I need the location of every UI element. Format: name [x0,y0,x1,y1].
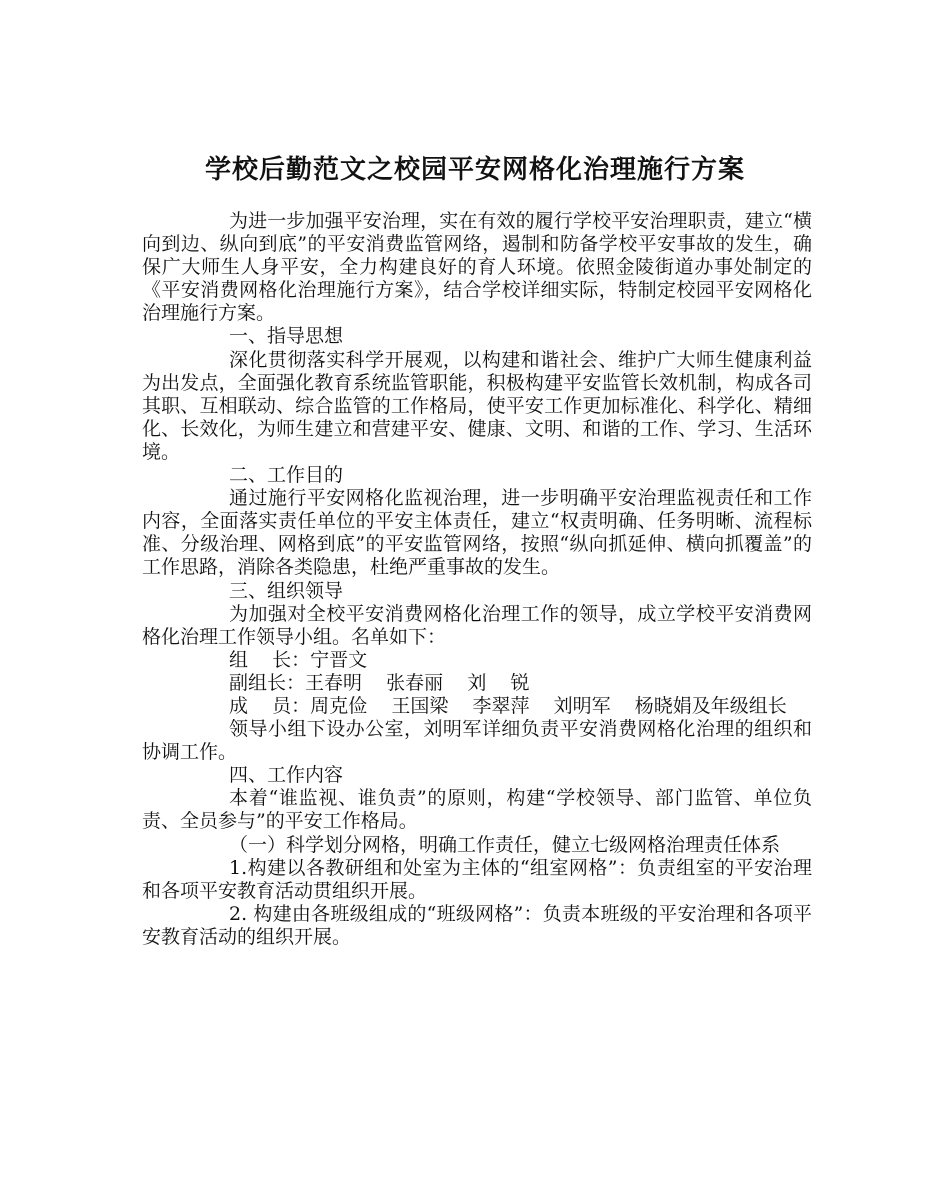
leader-line: 组 长：宁晋文 [229,648,368,671]
section-heading-guiding-thought: 一、指导思想 [229,325,344,348]
members-line: 成 员：周克俭 王国梁 李翠萍 刘明军 杨晓娟及年级组长 [229,694,787,717]
leadership-paragraph: 为加强对全校平安消费网格化治理工作的领导，成立学校平安消费网格化治理工作领导小组。名单如下： [142,602,812,648]
list-item-class-grid: 2. 构建由各班级组成的“班级网格”：负责本班级的平安治理和各项平安教育活动的组织开展。 [142,902,812,948]
list-item-office-grid: 1.构建以各教研组和处室为主体的“组室网格”：负责组室的平安治理和各项平安教育活动贯组织开展。 [142,856,812,902]
subsection-heading-grid: （一）科学划分网格，明确工作责任，健立七级网格治理责任体系 [229,833,781,856]
guiding-thought-paragraph: 深化贯彻落实科学开展观，以构建和谐社会、维护广大师生健康利益为出发点，全面强化教育系统监管职能，积极构建平安监管长效机制，构成各司其职、互相联动、综合监管的工作格局，使平安工作更加标准化、科学化、精细化、长效化，为师生建立和营建平安、健康、文明、和谐的工作、学习、生活环境。 [142,348,812,463]
section-heading-leadership: 三、组织领导 [229,579,344,602]
office-paragraph: 领导小组下设办公室，刘明军详细负责平安消费网格化治理的组织和协调工作。 [142,718,812,764]
deputy-leader-line: 副组长：王春明 张春丽 刘 锐 [229,671,530,694]
document-body [142,210,812,949]
intro-paragraph: 为进一步加强平安治理，实在有效的履行学校平安治理职责，建立“横向到边、纵向到底”的平安消费监管网络，遏制和防备学校平安事故的发生，确保广大师生人身平安，全力构建良好的育人环境。依照金陵街道办事处制定的《平安消费网格化治理施行方案》，结合学校详细实际，特制定校园平安网格化治理施行方案。 [142,210,812,325]
section-heading-work-goal: 二、工作目的 [229,464,344,487]
work-goal-paragraph: 通过施行平安网格化监视治理，进一步明确平安治理监视责任和工作内容，全面落实责任单位的平安主体责任，建立“权责明确、任务明晰、流程标准、分级治理、网格到底”的平安监管网络，按照“纵向抓延伸、横向抓覆盖”的工作思路，消除各类隐患，杜绝严重事故的发生。 [142,487,812,579]
work-content-paragraph: 本着“谁监视、谁负责”的原则，构建“学校领导、部门监管、单位负责、全员参与”的平安工作格局。 [142,787,812,833]
document-title: 学校后勤范文之校园平安网格化治理施行方案 [204,155,745,186]
section-heading-work-content: 四、工作内容 [229,764,344,787]
